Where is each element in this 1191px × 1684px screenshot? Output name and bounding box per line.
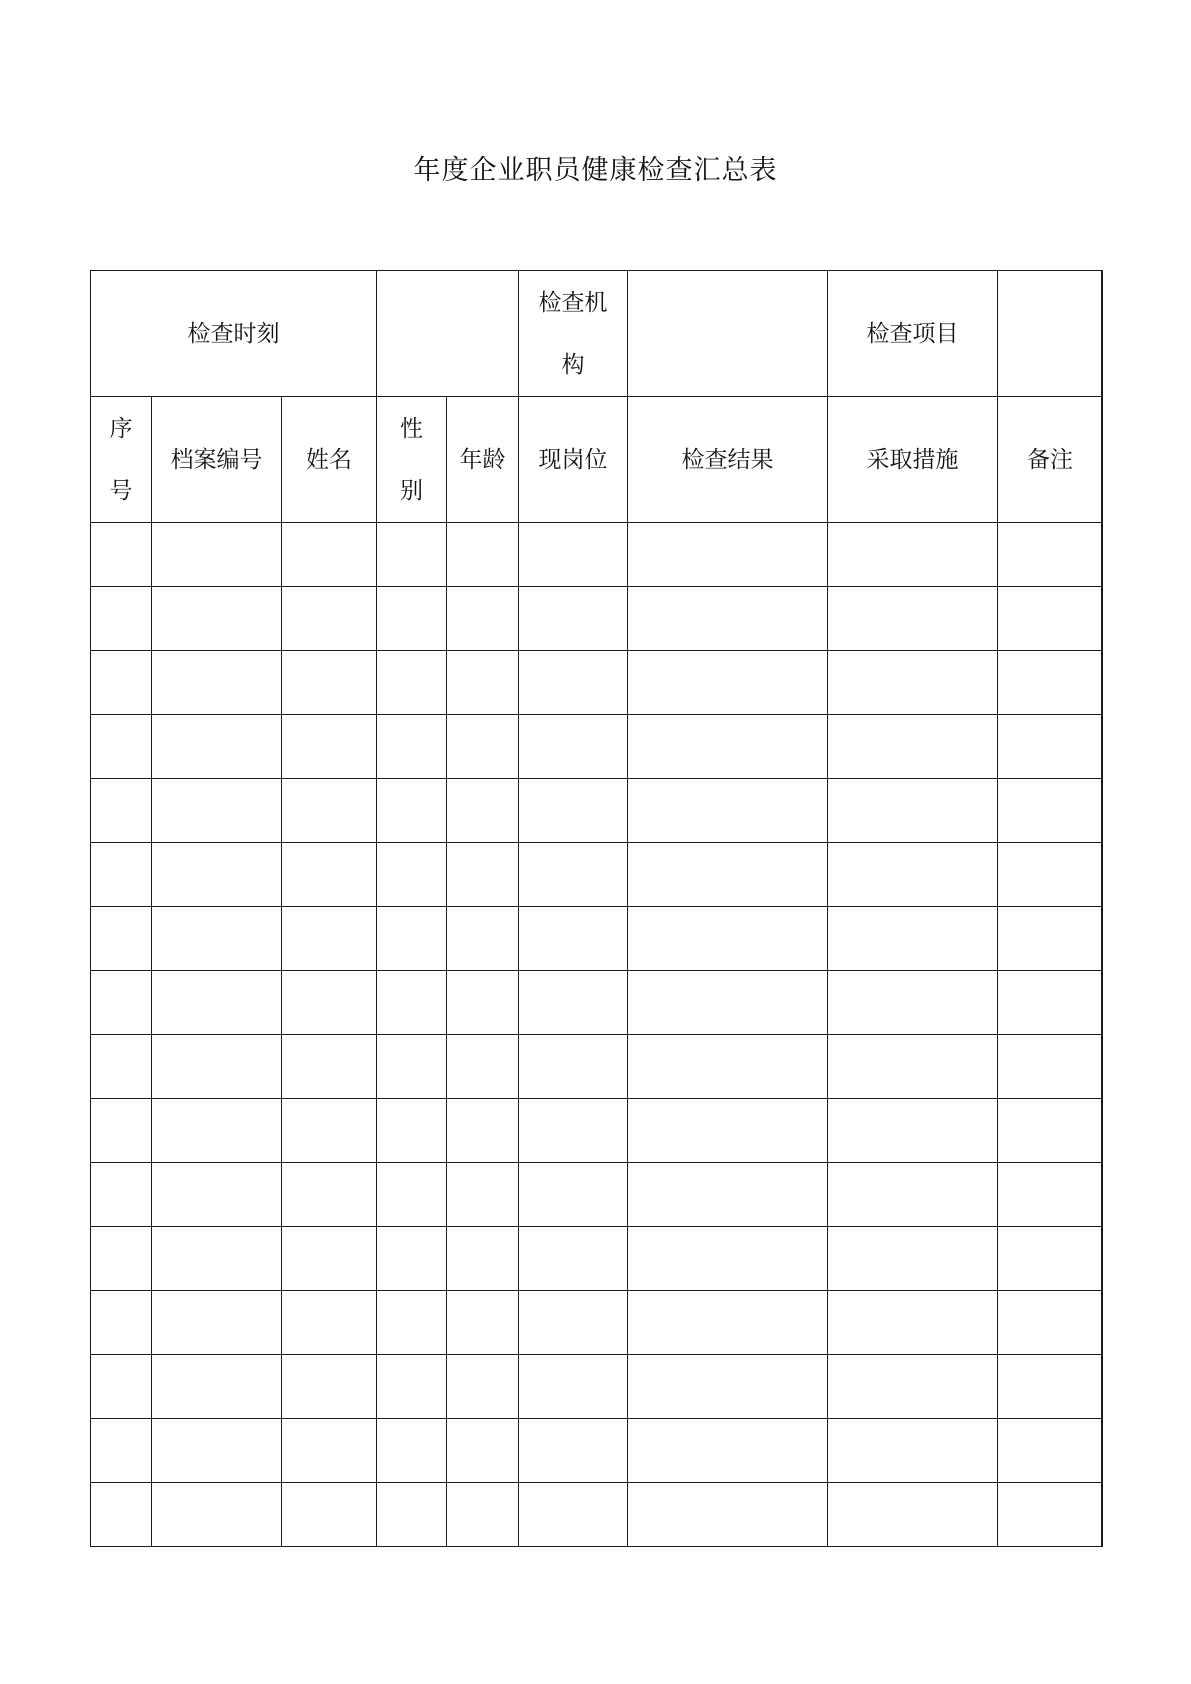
- cell-name[interactable]: [282, 1483, 377, 1547]
- cell-sex[interactable]: [377, 1291, 447, 1355]
- cell-measures[interactable]: [828, 1163, 998, 1227]
- cell-seq[interactable]: [91, 1419, 152, 1483]
- table-row: [91, 1419, 1103, 1483]
- column-header-sex-line2: 别: [400, 477, 423, 504]
- header-row-columns: [91, 397, 1103, 523]
- exam-items-value-cell[interactable]: [998, 271, 1103, 397]
- cell-measures[interactable]: [828, 843, 998, 907]
- cell-sex[interactable]: [377, 1355, 447, 1419]
- cell-name[interactable]: [282, 1355, 377, 1419]
- cell-seq[interactable]: [91, 1483, 152, 1547]
- cell-remarks[interactable]: [998, 971, 1103, 1035]
- cell-age[interactable]: [447, 1227, 519, 1291]
- cell-seq[interactable]: [91, 907, 152, 971]
- table-body: [91, 271, 1103, 1547]
- cell-seq[interactable]: [91, 843, 152, 907]
- exam-time-label: 检查时刻: [91, 271, 377, 397]
- cell-file-no[interactable]: [152, 971, 282, 1035]
- cell-remarks[interactable]: [998, 779, 1103, 843]
- cell-sex[interactable]: [377, 1163, 447, 1227]
- cell-age[interactable]: [447, 651, 519, 715]
- cell-position[interactable]: [519, 1035, 628, 1099]
- cell-sex[interactable]: [377, 971, 447, 1035]
- cell-file-no[interactable]: [152, 779, 282, 843]
- cell-age[interactable]: [447, 1419, 519, 1483]
- cell-seq[interactable]: [91, 587, 152, 651]
- cell-measures[interactable]: [828, 651, 998, 715]
- cell-seq[interactable]: [91, 779, 152, 843]
- cell-measures[interactable]: [828, 1419, 998, 1483]
- table-row: [91, 843, 1103, 907]
- cell-measures[interactable]: [828, 1227, 998, 1291]
- cell-file-no[interactable]: [152, 587, 282, 651]
- column-header-sex-line1: 性: [400, 415, 423, 442]
- cell-age[interactable]: [447, 587, 519, 651]
- cell-name[interactable]: [282, 1227, 377, 1291]
- cell-result[interactable]: [628, 1035, 828, 1099]
- cell-name[interactable]: [282, 843, 377, 907]
- institution-value-cell[interactable]: [628, 271, 828, 397]
- table-row: [91, 523, 1103, 587]
- table-row: [91, 907, 1103, 971]
- exam-items-label: 检查项目: [828, 271, 998, 397]
- cell-measures[interactable]: [828, 1355, 998, 1419]
- cell-result[interactable]: [628, 1419, 828, 1483]
- cell-position[interactable]: [519, 651, 628, 715]
- cell-position[interactable]: [519, 1227, 628, 1291]
- cell-sex[interactable]: [377, 1099, 447, 1163]
- cell-sex[interactable]: [377, 1227, 447, 1291]
- institution-label-line2: 构: [561, 351, 585, 378]
- cell-seq[interactable]: [91, 651, 152, 715]
- cell-seq[interactable]: [91, 1227, 152, 1291]
- cell-position[interactable]: [519, 1163, 628, 1227]
- cell-age[interactable]: [447, 1035, 519, 1099]
- cell-position[interactable]: [519, 523, 628, 587]
- health-check-summary-table: [90, 270, 1103, 1547]
- column-header-remarks: 备注: [998, 397, 1103, 523]
- cell-file-no[interactable]: [152, 1035, 282, 1099]
- cell-result[interactable]: [628, 1291, 828, 1355]
- cell-name[interactable]: [282, 651, 377, 715]
- cell-remarks[interactable]: [998, 1483, 1103, 1547]
- cell-remarks[interactable]: [998, 843, 1103, 907]
- cell-name[interactable]: [282, 587, 377, 651]
- cell-age[interactable]: [447, 779, 519, 843]
- cell-name[interactable]: [282, 523, 377, 587]
- cell-result[interactable]: [628, 715, 828, 779]
- cell-seq[interactable]: [91, 1291, 152, 1355]
- cell-result[interactable]: [628, 971, 828, 1035]
- cell-measures[interactable]: [828, 523, 998, 587]
- cell-name[interactable]: [282, 715, 377, 779]
- health-check-table-frame: [90, 270, 1104, 1546]
- table-row: [91, 587, 1103, 651]
- cell-name[interactable]: [282, 1291, 377, 1355]
- cell-seq[interactable]: [91, 1099, 152, 1163]
- cell-sex[interactable]: [377, 587, 447, 651]
- cell-sex[interactable]: [377, 1035, 447, 1099]
- cell-remarks[interactable]: [998, 1291, 1103, 1355]
- cell-remarks[interactable]: [998, 907, 1103, 971]
- cell-measures[interactable]: [828, 587, 998, 651]
- cell-result[interactable]: [628, 1227, 828, 1291]
- cell-measures[interactable]: [828, 715, 998, 779]
- cell-file-no[interactable]: [152, 523, 282, 587]
- cell-position[interactable]: [519, 907, 628, 971]
- cell-remarks[interactable]: [998, 1035, 1103, 1099]
- cell-result[interactable]: [628, 907, 828, 971]
- cell-age[interactable]: [447, 907, 519, 971]
- column-header-file-no: 档案编号: [152, 397, 282, 523]
- cell-name[interactable]: [282, 971, 377, 1035]
- cell-result[interactable]: [628, 523, 828, 587]
- cell-measures[interactable]: [828, 971, 998, 1035]
- cell-measures[interactable]: [828, 1483, 998, 1547]
- cell-measures[interactable]: [828, 779, 998, 843]
- cell-position[interactable]: [519, 715, 628, 779]
- cell-sex[interactable]: [377, 1419, 447, 1483]
- cell-remarks[interactable]: [998, 1227, 1103, 1291]
- column-header-sex: [377, 397, 447, 523]
- table-row: [91, 971, 1103, 1035]
- cell-result[interactable]: [628, 587, 828, 651]
- cell-name[interactable]: [282, 907, 377, 971]
- cell-remarks[interactable]: [998, 715, 1103, 779]
- cell-sex[interactable]: [377, 1483, 447, 1547]
- cell-result[interactable]: [628, 779, 828, 843]
- cell-name[interactable]: [282, 1099, 377, 1163]
- cell-age[interactable]: [447, 1291, 519, 1355]
- cell-result[interactable]: [628, 1163, 828, 1227]
- cell-name[interactable]: [282, 1035, 377, 1099]
- header-row-meta: [91, 271, 1103, 397]
- cell-seq[interactable]: [91, 971, 152, 1035]
- cell-sex[interactable]: [377, 779, 447, 843]
- cell-seq[interactable]: [91, 1163, 152, 1227]
- cell-file-no[interactable]: [152, 651, 282, 715]
- cell-position[interactable]: [519, 1355, 628, 1419]
- table-right-border: [1101, 270, 1103, 1546]
- table-row: [91, 1163, 1103, 1227]
- cell-age[interactable]: [447, 971, 519, 1035]
- table-row: [91, 715, 1103, 779]
- cell-sex[interactable]: [377, 715, 447, 779]
- cell-age[interactable]: [447, 1355, 519, 1419]
- column-header-position: 现岗位: [519, 397, 628, 523]
- institution-label: [519, 271, 628, 397]
- cell-age[interactable]: [447, 715, 519, 779]
- cell-result[interactable]: [628, 1483, 828, 1547]
- cell-file-no[interactable]: [152, 1099, 282, 1163]
- cell-seq[interactable]: [91, 1035, 152, 1099]
- cell-remarks[interactable]: [998, 1419, 1103, 1483]
- table-row: [91, 1099, 1103, 1163]
- cell-name[interactable]: [282, 1163, 377, 1227]
- exam-time-value-cell[interactable]: [377, 271, 519, 397]
- column-header-age: 年龄: [447, 397, 519, 523]
- cell-file-no[interactable]: [152, 907, 282, 971]
- cell-file-no[interactable]: [152, 715, 282, 779]
- cell-sex[interactable]: [377, 651, 447, 715]
- cell-file-no[interactable]: [152, 1419, 282, 1483]
- cell-position[interactable]: [519, 1099, 628, 1163]
- cell-file-no[interactable]: [152, 1227, 282, 1291]
- cell-age[interactable]: [447, 523, 519, 587]
- column-header-name: 姓名: [282, 397, 377, 523]
- cell-sex[interactable]: [377, 523, 447, 587]
- cell-remarks[interactable]: [998, 523, 1103, 587]
- cell-seq[interactable]: [91, 715, 152, 779]
- cell-measures[interactable]: [828, 1099, 998, 1163]
- cell-age[interactable]: [447, 1483, 519, 1547]
- cell-name[interactable]: [282, 1419, 377, 1483]
- cell-result[interactable]: [628, 843, 828, 907]
- column-header-result: 检查结果: [628, 397, 828, 523]
- column-header-seq-line2: 号: [109, 477, 133, 504]
- table-row: [91, 651, 1103, 715]
- cell-remarks[interactable]: [998, 1099, 1103, 1163]
- cell-position[interactable]: [519, 779, 628, 843]
- cell-age[interactable]: [447, 1163, 519, 1227]
- cell-position[interactable]: [519, 1291, 628, 1355]
- cell-result[interactable]: [628, 1099, 828, 1163]
- cell-remarks[interactable]: [998, 1163, 1103, 1227]
- cell-remarks[interactable]: [998, 587, 1103, 651]
- cell-position[interactable]: [519, 1419, 628, 1483]
- cell-result[interactable]: [628, 651, 828, 715]
- cell-result[interactable]: [628, 1355, 828, 1419]
- cell-measures[interactable]: [828, 1035, 998, 1099]
- cell-file-no[interactable]: [152, 1291, 282, 1355]
- column-header-seq: [91, 397, 152, 523]
- cell-sex[interactable]: [377, 907, 447, 971]
- cell-file-no[interactable]: [152, 843, 282, 907]
- table-row: [91, 1227, 1103, 1291]
- cell-remarks[interactable]: [998, 1355, 1103, 1419]
- cell-name[interactable]: [282, 779, 377, 843]
- cell-age[interactable]: [447, 1099, 519, 1163]
- cell-file-no[interactable]: [152, 1163, 282, 1227]
- cell-age[interactable]: [447, 843, 519, 907]
- table-row: [91, 1483, 1103, 1547]
- cell-seq[interactable]: [91, 523, 152, 587]
- column-header-seq-line1: 序: [109, 415, 133, 442]
- table-row: [91, 1035, 1103, 1099]
- cell-position[interactable]: [519, 971, 628, 1035]
- column-header-measures: 采取措施: [828, 397, 998, 523]
- cell-position[interactable]: [519, 587, 628, 651]
- table-row: [91, 1291, 1103, 1355]
- cell-sex[interactable]: [377, 843, 447, 907]
- cell-file-no[interactable]: [152, 1483, 282, 1547]
- cell-file-no[interactable]: [152, 1355, 282, 1419]
- table-row: [91, 1355, 1103, 1419]
- cell-seq[interactable]: [91, 1355, 152, 1419]
- cell-position[interactable]: [519, 843, 628, 907]
- cell-position[interactable]: [519, 1483, 628, 1547]
- cell-remarks[interactable]: [998, 651, 1103, 715]
- institution-label-line1: 检查机: [538, 289, 608, 316]
- page-title: 年度企业职员健康检查汇总表: [413, 155, 778, 186]
- cell-measures[interactable]: [828, 907, 998, 971]
- table-row: [91, 779, 1103, 843]
- cell-measures[interactable]: [828, 1291, 998, 1355]
